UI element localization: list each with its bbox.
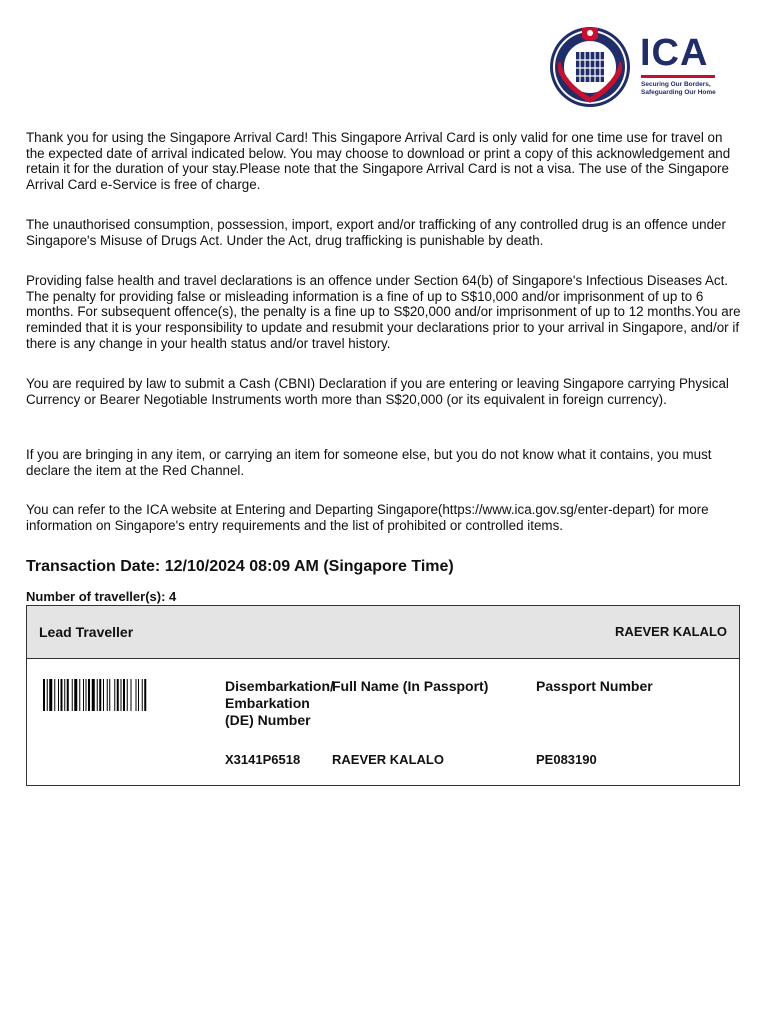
barcode-bar bbox=[74, 679, 77, 711]
barcode-bar bbox=[49, 679, 52, 711]
barcode-bar bbox=[109, 679, 110, 711]
barcode-bar bbox=[138, 679, 139, 711]
ica-tagline: Securing Our Borders, Safeguarding Our Home bbox=[641, 81, 716, 96]
ica-website-notice: You can refer to the ICA website at Entering and Departing Singapore(https://www.ica.gov.sg/enter-depart) for more information on Singapore's entry requirements and the list of prohibited or controlled items. bbox=[26, 502, 709, 533]
lead-traveller-name: RAEVER KALALO bbox=[615, 624, 727, 639]
full-name-value: RAEVER KALALO bbox=[332, 752, 444, 767]
barcode-bar bbox=[142, 679, 143, 711]
barcode-bar bbox=[67, 679, 69, 711]
barcode-bar bbox=[83, 679, 84, 711]
barcode-bar bbox=[47, 679, 48, 711]
health-declaration-notice: Providing false health and travel declarations is an offence under Section 64(b) of Singapore's Infectious Diseases Act. The penalty for providing false or misleading information is a fine of up to S$10,000 and/or imprisonment of up to 6 months. For subsequent offence(s), the penalty is a fine up to S$20,000 and/or imprisonment of up to 12 months.You are reminded that it is your responsibility to update and resubmit your declarations prior to your arrival in Singapore, and/or if there is any change in your health status and/or travel history. bbox=[26, 273, 741, 351]
barcode-bar bbox=[114, 679, 115, 711]
traveller-count: Number of traveller(s): 4 bbox=[26, 589, 177, 604]
ica-underline bbox=[641, 75, 715, 78]
barcode-bar bbox=[144, 679, 146, 711]
de-number-value: X3141P6518 bbox=[225, 752, 301, 767]
barcode-bar bbox=[123, 679, 125, 711]
ica-wordmark: ICA bbox=[640, 32, 709, 74]
barcode-icon bbox=[43, 679, 191, 711]
barcode-bar bbox=[107, 679, 108, 711]
drug-notice: The unauthorised consumption, possession, import, export and/or trafficking of any controlled drug is an offence under Singapore's Misuse of Drugs Act. Under the Act, drug trafficking is punishable by death. bbox=[26, 217, 726, 248]
validity-notice: Thank you for using the Singapore Arrival Card! This Singapore Arrival Card is only valid for one time use for travel on the expected date of arrival indicated below. You may choose to download or print a copy of this acknowledgement and retain it for the duration of your stay.Please note that the Singapore Arrival Card is not a visa. The use of the Singapore Arrival Card e-Service is free of charge. bbox=[26, 130, 731, 193]
barcode-bar bbox=[136, 679, 137, 711]
barcode-bar bbox=[92, 679, 95, 711]
red-channel-notice: If you are bringing in any item, or carrying an item for someone else, but you do not know what it contains, you must declare the item at the Red Channel. bbox=[26, 447, 712, 478]
barcode-bar bbox=[117, 679, 119, 711]
barcode-bar bbox=[127, 679, 128, 711]
barcode-bar bbox=[54, 679, 55, 711]
ica-seal-icon bbox=[548, 22, 636, 108]
passport-number-header: Passport Number bbox=[536, 678, 653, 694]
lead-traveller-label: Lead Traveller bbox=[39, 624, 134, 640]
barcode-bar bbox=[72, 679, 73, 711]
barcode-bar bbox=[79, 679, 80, 711]
ica-logo bbox=[548, 22, 728, 108]
barcode-bar bbox=[43, 679, 45, 711]
full-name-header: Full Name (In Passport) bbox=[332, 678, 489, 694]
barcode-bar bbox=[64, 679, 65, 711]
passport-number-value: PE083190 bbox=[536, 752, 597, 767]
transaction-date: Transaction Date: 12/10/2024 08:09 AM (Singapore Time) bbox=[26, 558, 454, 575]
barcode-bar bbox=[86, 679, 87, 711]
barcode-bar bbox=[61, 679, 63, 711]
barcode-bar bbox=[88, 679, 90, 711]
de-number-header: Disembarkation/ Embarkation (DE) Number bbox=[225, 678, 334, 728]
barcode-bar bbox=[121, 679, 122, 711]
lead-traveller-header bbox=[27, 606, 739, 659]
barcode-bar bbox=[58, 679, 59, 711]
barcode-bar bbox=[97, 679, 98, 711]
lead-traveller-card bbox=[26, 605, 740, 786]
barcode-bar bbox=[99, 679, 101, 711]
cash-declaration-notice: You are required by law to submit a Cash (CBNI) Declaration if you are entering or leaving Singapore carrying Physical Currency or Bearer Negotiable Instruments worth more than S$20,000 (or its equivalent in foreign currency). bbox=[26, 376, 729, 407]
barcode-bar bbox=[131, 679, 132, 711]
barcode-bar bbox=[103, 679, 104, 711]
